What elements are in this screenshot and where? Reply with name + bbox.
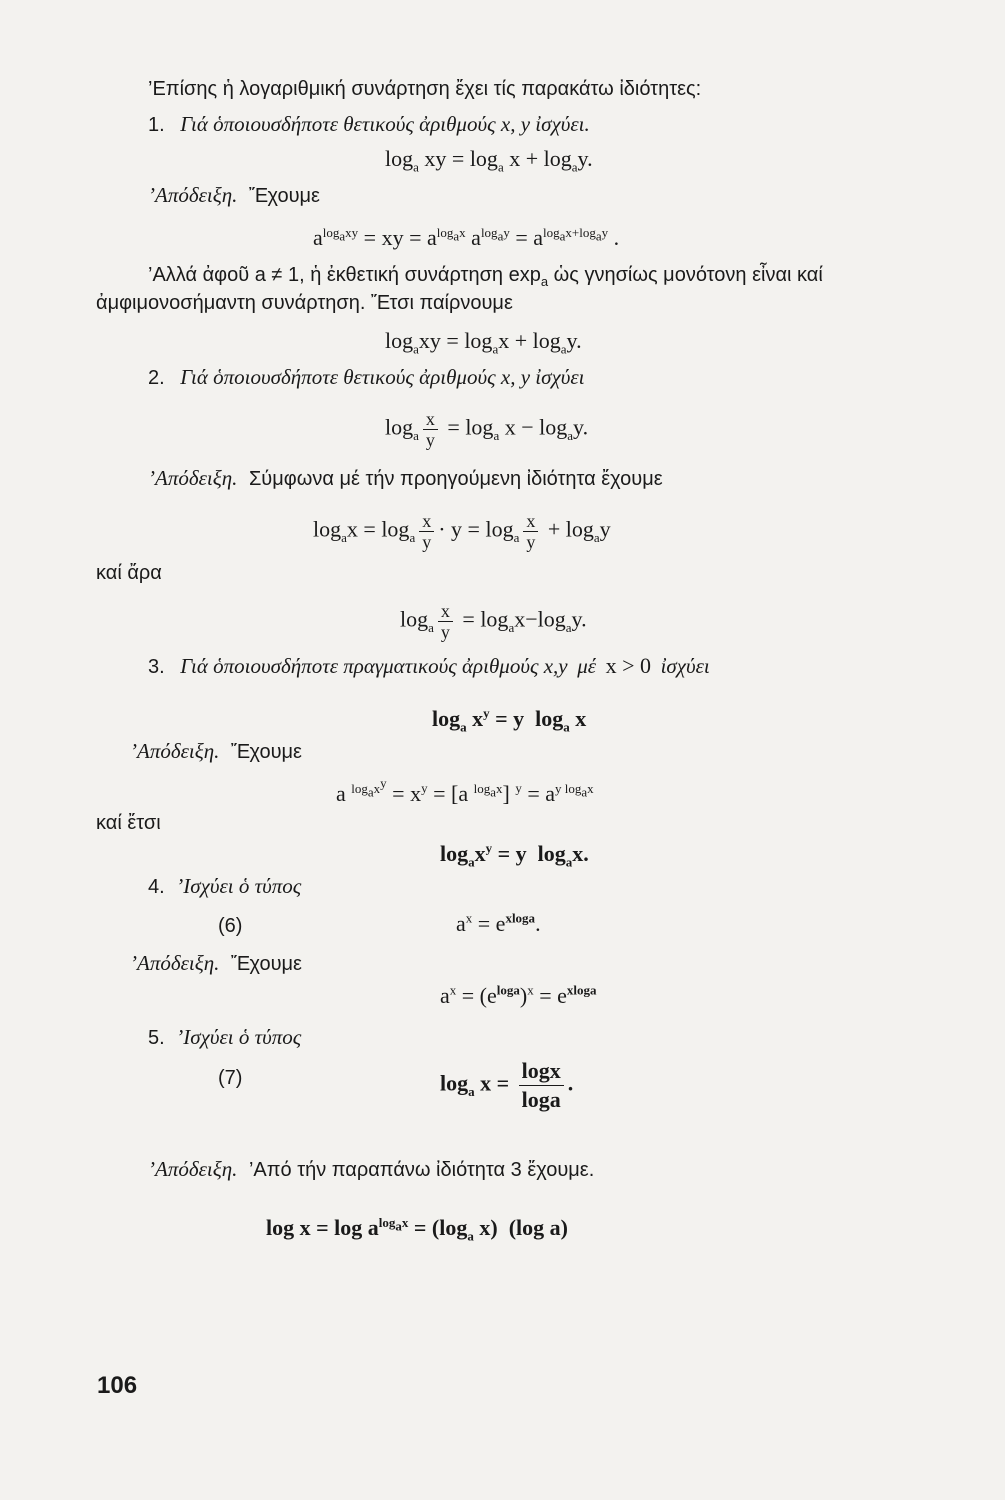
property-5-text: ’Ισχύει ὁ τύπος — [176, 1025, 302, 1049]
property-4-heading — [148, 873, 301, 900]
kai-etsi-text: καί ἔτσι — [96, 812, 161, 834]
proof-3-line — [130, 738, 302, 765]
proof-3-text: Ἔχουμε — [230, 741, 302, 763]
alla-text-3: ἀμφιμονοσήμαντη συνάρτηση. Ἔτσι παίρνουμε — [96, 292, 513, 314]
eq-proof-1: $a^{log_axy}$ = xy = $a^{log_ax}$ $a^{log_ay} = a^{log_ax+log_ay}$ . — [313, 224, 620, 250]
alla-text-2: ὡς γνησίως μονότονη εἶναι καί — [553, 264, 823, 286]
alla-line-1 — [148, 262, 823, 288]
proof-5-line — [148, 1156, 594, 1183]
property-3-number: 3. — [148, 656, 165, 678]
exp-subscript: a — [540, 274, 549, 289]
property-3-text-b: μέ — [577, 654, 597, 678]
eq-proof-3: a $^{log_ax^y} = x^y = [a$ $^{log_ax}$] $^y = a^{y log_ax}$ — [336, 775, 594, 806]
proof-1-label: ’Απόδειξη. — [148, 183, 238, 207]
property-3-text-a: Γιά ὁποιουσδήποτε πραγματικούς ἀριθμούς x,y — [180, 654, 568, 678]
property-4-number: 4. — [148, 876, 165, 898]
bleed-through-text — [95, 60, 100, 82]
eq-proof-5: $\log x = \log a^{log_ax} = (\log_a$ x) (log a) — [266, 1214, 568, 1244]
eq-6: $a^x = e^{xloga}$. — [456, 910, 541, 936]
proof-4-line — [130, 950, 302, 977]
proof-2-text: Σύμφωνα μέ τήν προηγούμενη ἰδιότητα ἔχουμε — [248, 468, 663, 490]
eq6-label — [218, 913, 242, 939]
eq-property-2-conclusion: $\log_a$ $\frac{x}{y}$ = $\log_ax-\log_ay$. — [400, 601, 587, 642]
eq-property-1-conclusion: $\log_axy = \log_ax + \log_ay$. — [385, 328, 582, 357]
eq7-label — [218, 1065, 242, 1091]
eq-7: $\log_a x$ = $\frac{\log x}{\log a}$ . — [440, 1058, 574, 1112]
kai-ara-line — [96, 560, 162, 586]
eq6-label-text: (6) — [218, 915, 243, 937]
eq-property-1: $\log_a$ xy = $\log_a x + \log_ay$. — [385, 146, 593, 175]
proof-5-label: ’Απόδειξη. — [148, 1157, 238, 1181]
proof-5-text: ’Από τήν παραπάνω ἰδιότητα 3 ἔχουμε. — [248, 1159, 595, 1181]
property-3-text-d: ἰσχύει — [660, 654, 710, 678]
page-number: 106 — [97, 1372, 138, 1399]
property-4-text: ’Ισχύει ὁ τύπος — [176, 874, 302, 898]
property-5-heading — [148, 1024, 301, 1051]
property-3-condition: x > 0 — [605, 653, 652, 678]
proof-2-label: ’Απόδειξη. — [148, 466, 238, 490]
proof-4-text: Ἔχουμε — [230, 953, 302, 975]
proof-1-line — [148, 182, 320, 209]
property-2-number: 2. — [148, 367, 165, 389]
proof-3-label: ’Απόδειξη. — [130, 739, 220, 763]
property-3-heading — [148, 652, 710, 680]
intro-line — [148, 76, 701, 102]
property-2-heading — [148, 364, 584, 391]
property-2-text: Γιά ὁποιουσδήποτε θετικούς ἀριθμούς x, y ἰσχύει — [180, 365, 585, 389]
eq-property-3-conclusion: $\log_ax^y = y$ $\log_ax$. — [440, 840, 589, 870]
property-1-heading — [148, 111, 590, 138]
proof-2-line — [148, 465, 663, 492]
property-5-number: 5. — [148, 1027, 165, 1049]
alla-text-1: ’Αλλά ἀφοῦ a ≠ 1, ἡ ἐκθετική συνάρτηση exp — [148, 264, 541, 286]
eq-proof-2: $\log_ax = \log_a$ $\frac{x}{y}$ · $y = \log_a$ $\frac{x}{y}$ + $\log_ay$ — [313, 511, 611, 552]
property-1-text: Γιά ὁποιουσδήποτε θετικούς ἀριθμούς x, y ἰσχύει. — [180, 112, 590, 136]
proof-4-label: ’Απόδειξη. — [130, 951, 220, 975]
eq-proof-4: $a^x = (e^{loga})^x = e^{xloga}$ — [440, 982, 597, 1008]
kai-etsi-line — [96, 810, 161, 836]
property-1-number: 1. — [148, 114, 165, 136]
eq-property-2: $\log_a$ $\frac{x}{y}$ = $\log_a x - \log_ay$. — [385, 409, 589, 450]
eq-property-3: $\log_a x^y = y$ $\log_a x$ — [432, 705, 587, 735]
intro-text: ’Επίσης ἡ λογαριθμική συνάρτηση ἔχει τίς παρακάτω ἰδιότητες: — [148, 78, 702, 100]
eq7-label-text: (7) — [218, 1067, 243, 1089]
alla-line-2 — [96, 290, 513, 316]
kai-ara-text: καί ἄρα — [96, 562, 162, 584]
proof-1-text: Ἔχουμε — [248, 185, 320, 207]
